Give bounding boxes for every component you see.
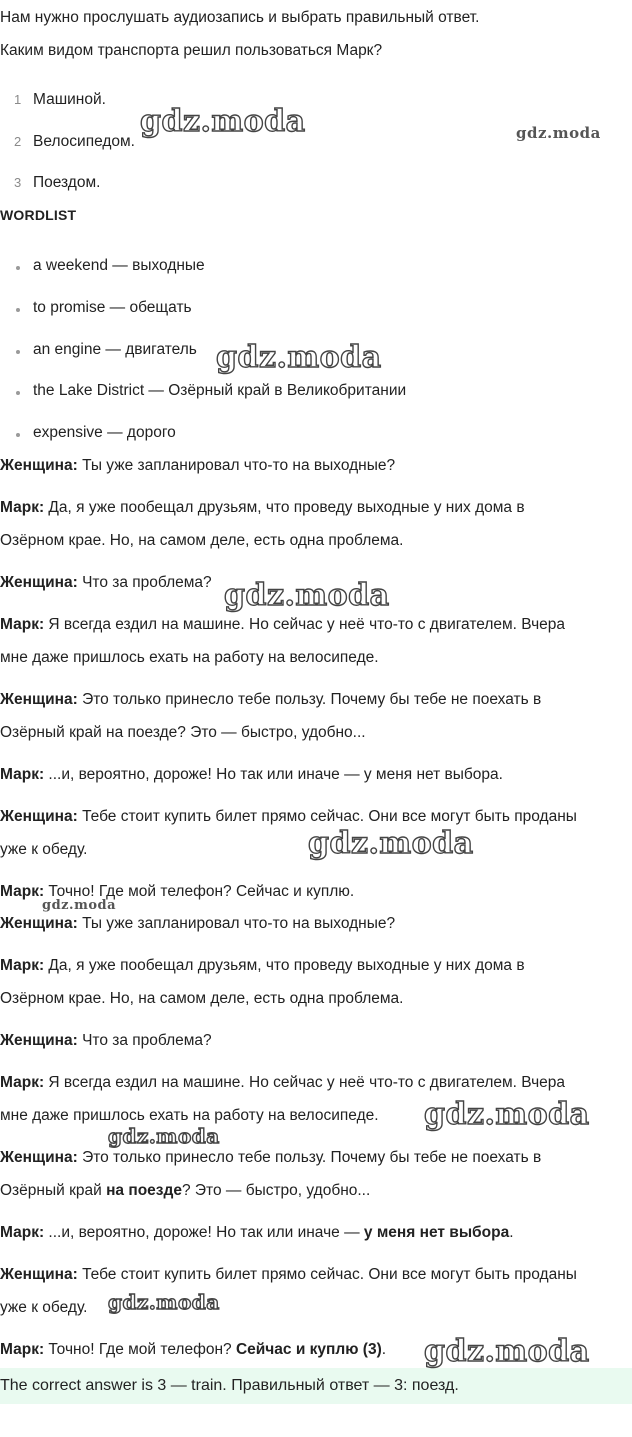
dialog-line: Марк: Точно! Где мой телефон? Сейчас и куплю. bbox=[0, 883, 355, 900]
watermark-logo: gdz.moda bbox=[424, 1334, 590, 1369]
dialog-line: мне даже пришлось ехать на работу на велосипеде. bbox=[0, 649, 379, 666]
dialog-line: Озёрном крае. Но, на самом деле, есть одна проблема. bbox=[0, 532, 404, 549]
dialog-line: Озёрный край на поезде? Это — быстро, удобно... bbox=[0, 724, 366, 741]
question-text: Каким видом транспорта решил пользоваться Марк? bbox=[0, 42, 383, 59]
dialog-line: Марк: Да, я уже пообещал друзьям, что проведу выходные у них дома в bbox=[0, 499, 525, 516]
dialog-line: Женщина: Что за проблема? bbox=[0, 1032, 212, 1049]
wordlist-item: an engine — двигатель bbox=[33, 341, 197, 358]
dialog-line: Женщина: Ты уже запланировал что-то на выходные? bbox=[0, 915, 396, 932]
watermark-logo: gdz.moda bbox=[108, 1124, 220, 1148]
option-number: 3 bbox=[14, 175, 22, 190]
speaker-name: Марк: bbox=[0, 766, 45, 783]
speaker-name: Марк: bbox=[0, 616, 45, 633]
watermark-logo: gdz.moda bbox=[516, 124, 601, 142]
dialog-line: уже к обеду. bbox=[0, 1299, 88, 1316]
dialog-line: Женщина: Это только принесло тебе пользу. Почему бы тебе не поехать в bbox=[0, 1149, 542, 1166]
dialog-line: Озёрный край на поезде? Это — быстро, удобно... bbox=[0, 1182, 371, 1199]
speaker-name: Женщина: bbox=[0, 1266, 78, 1283]
option-number: 1 bbox=[14, 92, 22, 107]
wordlist-item: a weekend — выходные bbox=[33, 257, 205, 274]
bullet-icon bbox=[16, 433, 20, 437]
dialog-line: Марк: Я всегда ездил на машине. Но сейчас у неё что-то с двигателем. Вчера bbox=[0, 616, 566, 633]
dialog-line: Озёрном крае. Но, на самом деле, есть одна проблема. bbox=[0, 990, 404, 1007]
option-number: 2 bbox=[14, 134, 22, 149]
speaker-name: Женщина: bbox=[0, 574, 78, 591]
correct-answer-box bbox=[0, 1368, 632, 1404]
dialog-line: Женщина: Тебе стоит купить билет прямо сейчас. Они все могут быть проданы bbox=[0, 808, 577, 825]
dialog-line: уже к обеду. bbox=[0, 841, 88, 858]
dialog-line: Марк: ...и, вероятно, дороже! Но так или иначе — у меня нет выбора. bbox=[0, 1224, 514, 1241]
bullet-icon bbox=[16, 350, 20, 354]
correct-answer-text: The correct answer is 3 — train. Правильный ответ — 3: поезд. bbox=[0, 1377, 459, 1394]
speaker-name: Марк: bbox=[0, 1074, 45, 1091]
wordlist-item: the Lake District — Озёрный край в Великобритании bbox=[33, 382, 407, 399]
speaker-name: Женщина: bbox=[0, 1032, 78, 1049]
speaker-name: Женщина: bbox=[0, 808, 78, 825]
speaker-name: Марк: bbox=[0, 1224, 45, 1241]
dialog-line: Марк: Я всегда ездил на машине. Но сейчас у неё что-то с двигателем. Вчера bbox=[0, 1074, 566, 1091]
watermark-logo: gdz.moda bbox=[108, 1290, 220, 1314]
watermark-logo: gdz.moda bbox=[308, 826, 474, 861]
watermark-logo: gdz.moda bbox=[140, 104, 306, 139]
dialog-line: Женщина: Это только принесло тебе пользу. Почему бы тебе не поехать в bbox=[0, 691, 542, 708]
watermark-logo: gdz.moda bbox=[424, 1097, 590, 1132]
watermark-logo: gdz.moda bbox=[42, 898, 117, 913]
dialog-line: Марк: Да, я уже пообещал друзьям, что проведу выходные у них дома в bbox=[0, 957, 525, 974]
bullet-icon bbox=[16, 391, 20, 395]
speaker-name: Женщина: bbox=[0, 691, 78, 708]
speaker-name: Женщина: bbox=[0, 1149, 78, 1166]
instruction-text: Нам нужно прослушать аудиозапись и выбрать правильный ответ. bbox=[0, 9, 480, 26]
speaker-name: Женщина: bbox=[0, 457, 78, 474]
bullet-icon bbox=[16, 308, 20, 312]
dialog-line: Женщина: Тебе стоит купить билет прямо сейчас. Они все могут быть проданы bbox=[0, 1266, 577, 1283]
highlighted-phrase: на поезде bbox=[106, 1182, 182, 1199]
highlighted-phrase: Сейчас и куплю (3) bbox=[235, 1341, 382, 1358]
wordlist-item: to promise — обещать bbox=[33, 299, 192, 316]
dialog-line: Марк: Точно! Где мой телефон? Сейчас и куплю (3). bbox=[0, 1341, 387, 1358]
highlighted-phrase: у меня нет выбора bbox=[363, 1224, 510, 1241]
speaker-name: Женщина: bbox=[0, 915, 78, 932]
dialog-line: Женщина: Что за проблема? bbox=[0, 574, 212, 591]
speaker-name: Марк: bbox=[0, 499, 45, 516]
speaker-name: Марк: bbox=[0, 957, 45, 974]
option-3-label: Поездом. bbox=[33, 174, 101, 191]
option-2-label: Велосипедом. bbox=[33, 133, 135, 150]
wordlist-heading: WORDLIST bbox=[0, 207, 77, 223]
dialog-line: мне даже пришлось ехать на работу на велосипеде. bbox=[0, 1107, 379, 1124]
dialog-line: Женщина: Ты уже запланировал что-то на выходные? bbox=[0, 457, 396, 474]
speaker-name: Марк: bbox=[0, 883, 45, 900]
wordlist-item: expensive — дорого bbox=[33, 424, 176, 441]
option-1-label: Машиной. bbox=[33, 91, 106, 108]
watermark-logo: gdz.moda bbox=[224, 578, 390, 613]
speaker-name: Марк: bbox=[0, 1341, 45, 1358]
bullet-icon bbox=[16, 266, 20, 270]
dialog-line: Марк: ...и, вероятно, дороже! Но так или иначе — у меня нет выбора. bbox=[0, 766, 503, 783]
watermark-logo: gdz.moda bbox=[216, 340, 382, 375]
